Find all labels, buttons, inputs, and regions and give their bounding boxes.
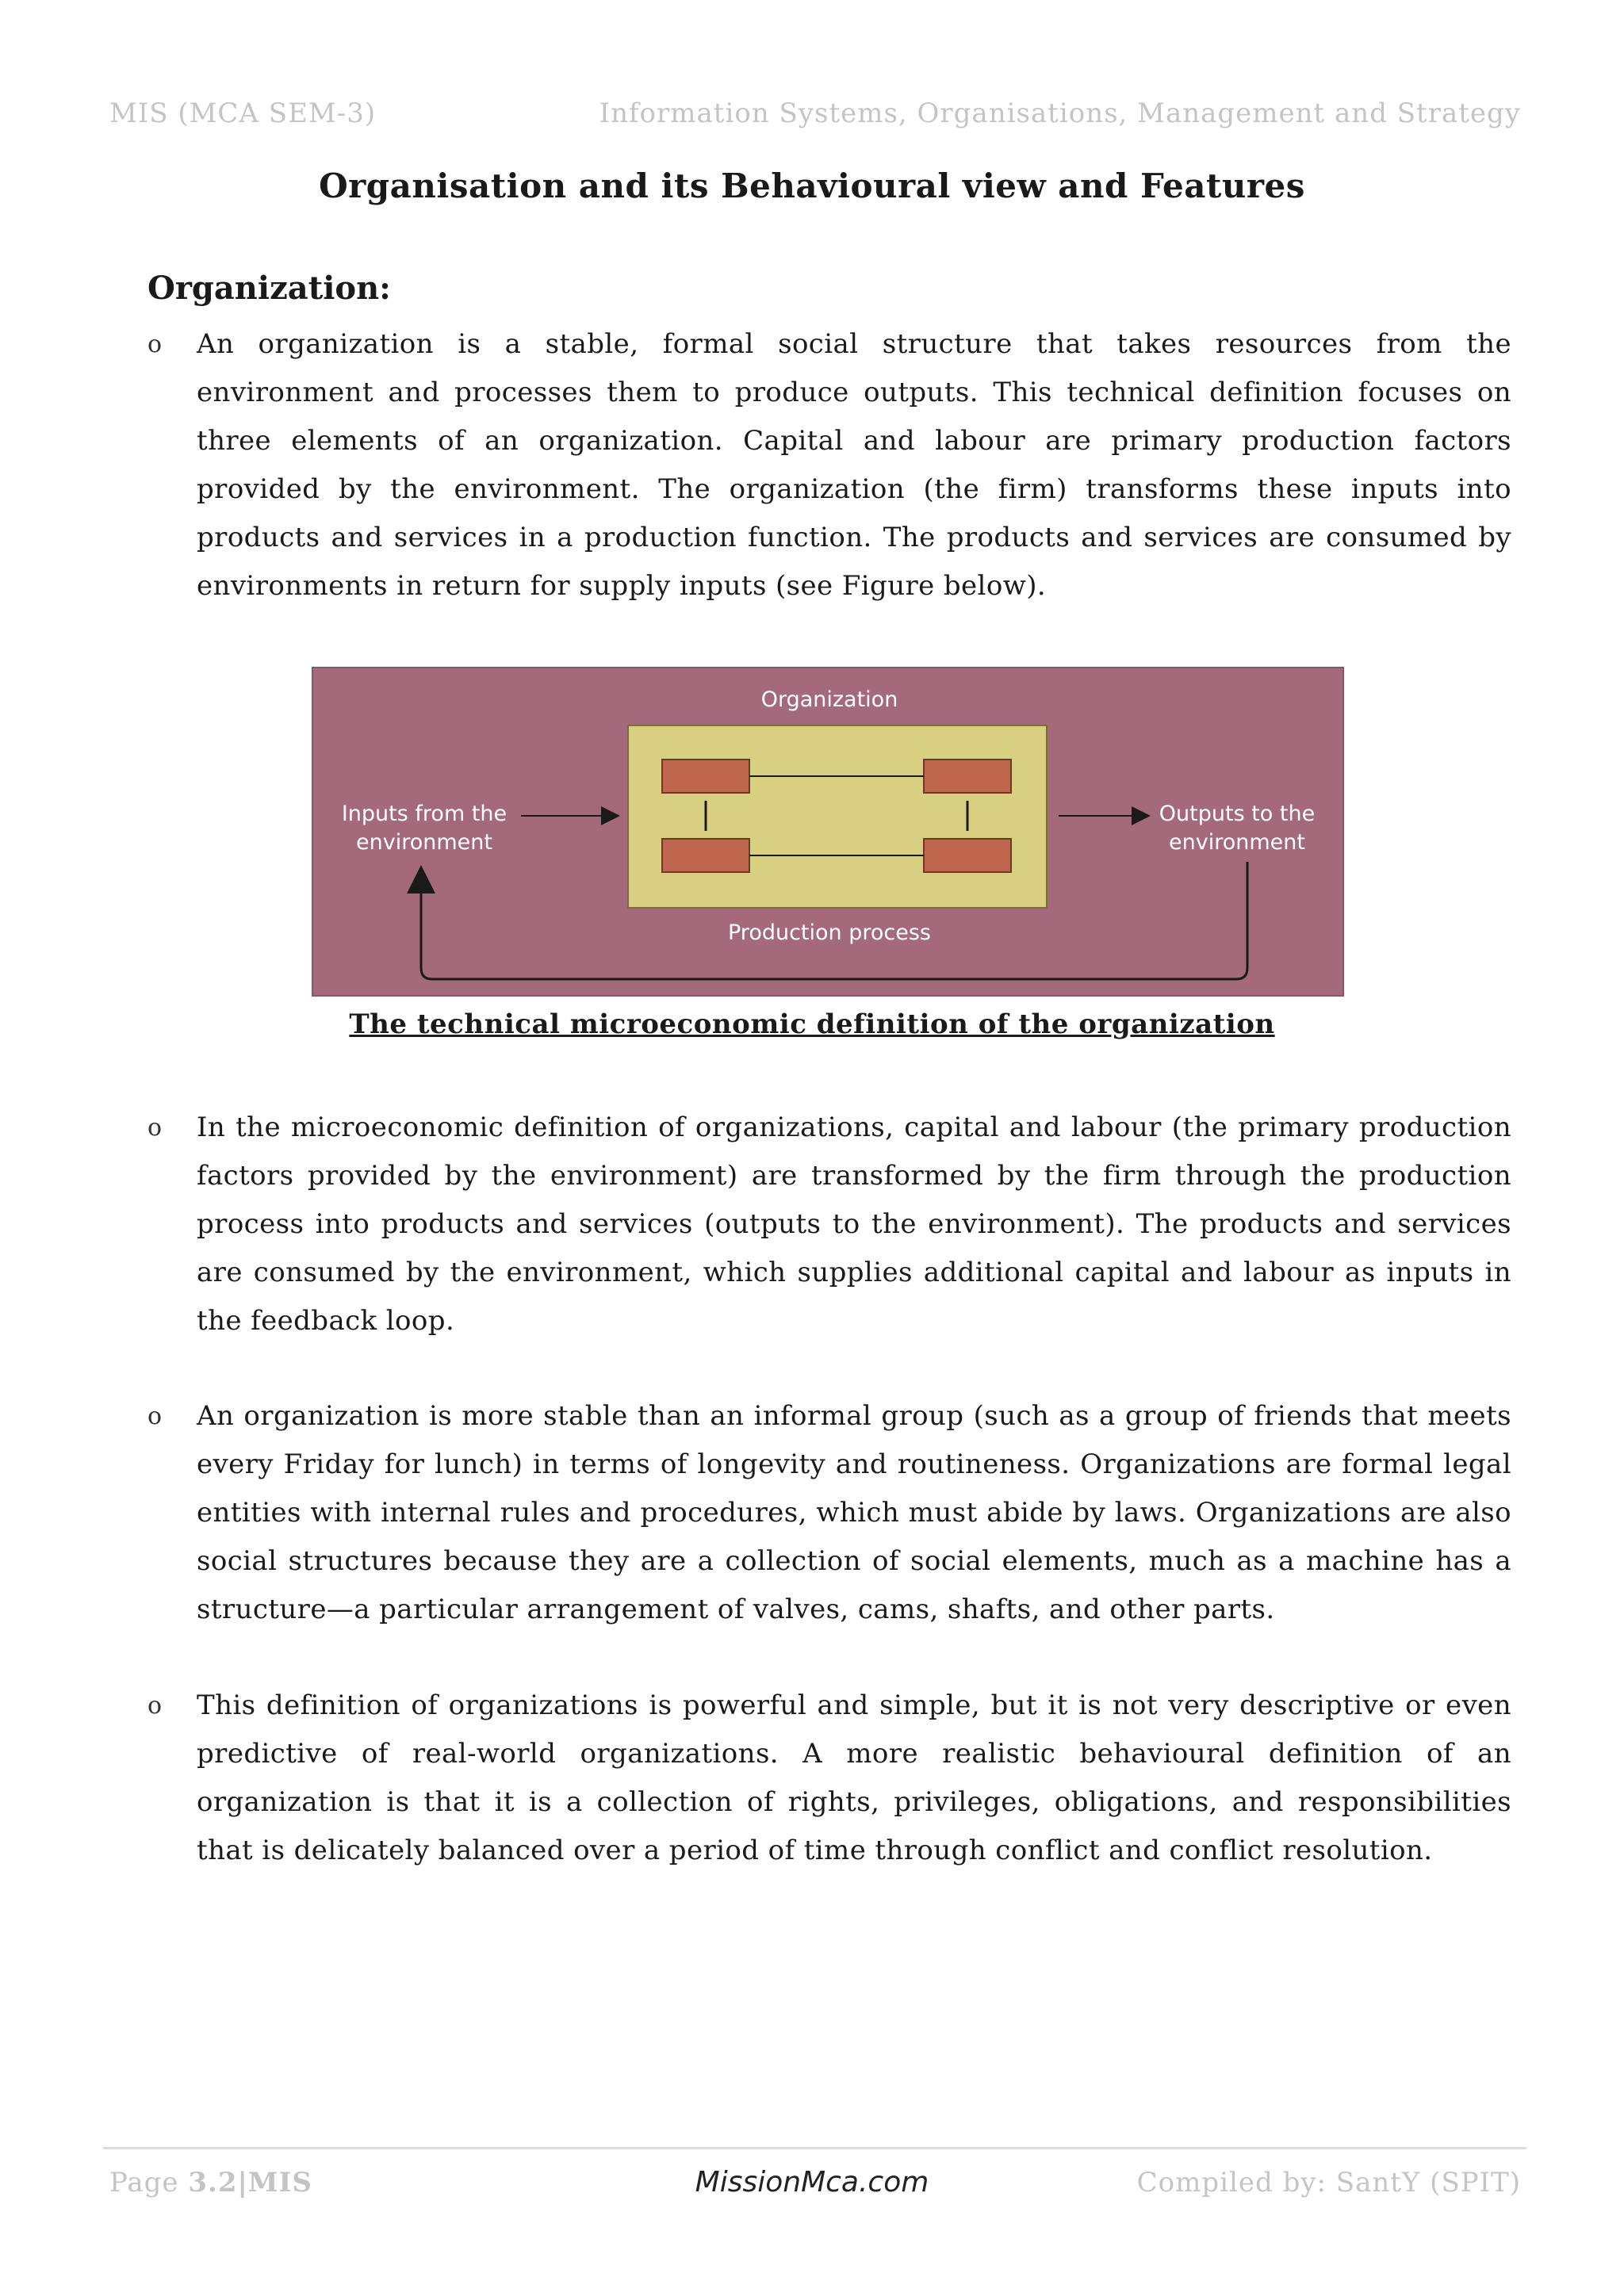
list-item bbox=[147, 1682, 1511, 1875]
header-right: Information Systems, Organisations, Management and Strategy bbox=[599, 98, 1521, 129]
organization-box bbox=[628, 725, 1047, 908]
list-item bbox=[147, 320, 1511, 610]
footer-credit: Compiled by: SantY (SPIT) bbox=[1136, 2167, 1521, 2198]
process-block bbox=[924, 839, 1011, 872]
organization-label: Organization bbox=[760, 687, 898, 712]
list-item bbox=[147, 1392, 1511, 1634]
inputs-label: Inputs from the environment bbox=[341, 802, 508, 855]
section-heading: Organization: bbox=[147, 270, 391, 307]
page-title: Organisation and its Behavioural view and Features bbox=[319, 166, 1305, 205]
bullet-marker: o bbox=[147, 1692, 163, 1720]
outputs-label: Outputs to the environment bbox=[1159, 802, 1316, 855]
page-prefix: Page bbox=[109, 2167, 189, 2198]
footer-subject: MIS bbox=[247, 2167, 312, 2198]
list-item bbox=[147, 1104, 1511, 1345]
footer-separator: | bbox=[237, 2167, 248, 2198]
paragraph-text: An organization is a stable, formal social structure that takes resources from the environment and processes them to produce outputs. This technical definition focuses on three elements of an organization. Capital and labour are primary production factors provided by the environment. The organization (the firm) transforms these inputs into products and services in a production function. The products and services are consumed by environments in return for supply inputs (see Figure below). bbox=[197, 328, 1511, 602]
process-block bbox=[924, 760, 1011, 793]
production-process-label: Production process bbox=[728, 920, 931, 945]
footer-divider bbox=[103, 2147, 1526, 2149]
paragraph-text: In the microeconomic definition of organizations, capital and labour (the primary production factors provided by the environment) are transformed by the firm through the production process into products and services (outputs to the environment). The products and services are consumed by the environment, which supplies additional capital and labour as inputs in the feedback loop. bbox=[197, 1112, 1511, 1337]
bullet-marker: o bbox=[147, 331, 163, 358]
running-header bbox=[109, 94, 1521, 133]
bullet-marker: o bbox=[147, 1402, 163, 1430]
header-left: MIS (MCA SEM-3) bbox=[109, 98, 377, 129]
figure-caption: The technical microeconomic definition of the organization bbox=[349, 1008, 1275, 1040]
organization-figure bbox=[312, 667, 1344, 997]
bullet-marker: o bbox=[147, 1114, 163, 1142]
process-block bbox=[662, 760, 749, 793]
paragraph-text: This definition of organizations is powerful and simple, but it is not very descriptive or even predictive of real-world organizations. A more realistic behavioural definition of an organization is that it is a collection of rights, privileges, obligations, and responsibilities that is delicately balanced over a period of time through conflict and conflict resolution. bbox=[197, 1689, 1511, 1866]
process-block bbox=[662, 839, 749, 872]
page-number: 3.2 bbox=[188, 2167, 238, 2198]
paragraph-text: An organization is more stable than an informal group (such as a group of friends that meets every Friday for lunch) in terms of longevity and routineness. Organizations are formal legal entities with internal rules and procedures, which must abide by laws. Organizations are also social structures because they are a collection of social elements, much as a machine has a structure—a particular arrangement of valves, cams, shafts, and other parts. bbox=[197, 1400, 1511, 1625]
site-logo: MissionMca.com bbox=[695, 2166, 929, 2198]
